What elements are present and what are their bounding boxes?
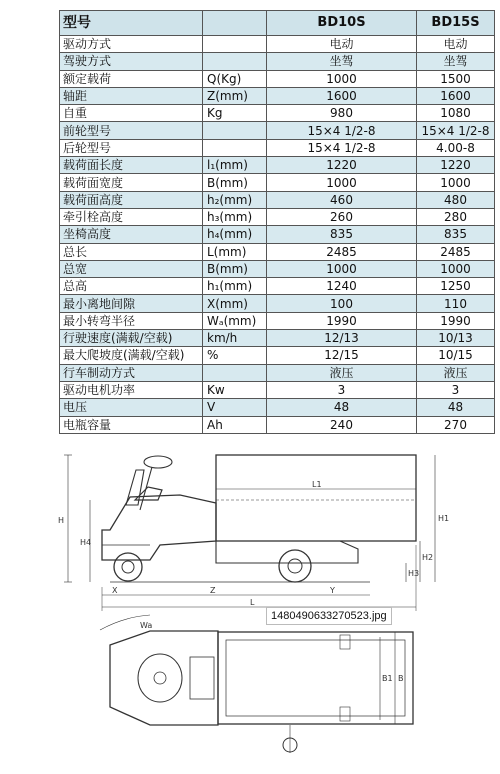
table-row xyxy=(60,312,495,329)
spec-param: 电瓶容量 xyxy=(60,416,203,433)
spec-value-bd15s: 1990 xyxy=(417,312,495,329)
spec-value-bd10s: 1000 xyxy=(267,260,417,277)
spec-value-bd15s: 1000 xyxy=(417,174,495,191)
spec-unit: h₂(mm) xyxy=(203,191,267,208)
table-row xyxy=(60,122,495,139)
label-h: H xyxy=(58,516,65,525)
spec-value-bd10s: 3 xyxy=(267,381,417,398)
spec-param: 最大爬坡度(满载/空载) xyxy=(60,347,203,364)
label-x: X xyxy=(112,586,118,595)
table-row xyxy=(60,174,495,191)
spec-value-bd10s: 2485 xyxy=(267,243,417,260)
label-h3: H3 xyxy=(408,569,420,578)
table-row xyxy=(60,243,495,260)
cargo-box xyxy=(216,455,416,541)
spec-value-bd15s: 10/15 xyxy=(417,347,495,364)
spec-param: 行驶速度(满载/空载) xyxy=(60,330,203,347)
spec-value-bd15s: 2485 xyxy=(417,243,495,260)
label-h1: H1 xyxy=(438,514,450,523)
spec-value-bd15s: 液压 xyxy=(417,364,495,381)
label-h4: H4 xyxy=(80,538,92,547)
spec-value-bd10s: 15×4 1/2-8 xyxy=(267,122,417,139)
spec-unit: Kw xyxy=(203,381,267,398)
label-h2: H2 xyxy=(422,553,434,562)
spec-param: 电压 xyxy=(60,399,203,416)
spec-param: 载荷面长度 xyxy=(60,157,203,174)
spec-unit: Z(mm) xyxy=(203,87,267,104)
spec-unit: km/h xyxy=(203,330,267,347)
spec-value-bd15s: 480 xyxy=(417,191,495,208)
spec-value-bd15s: 电动 xyxy=(417,36,495,53)
spec-value-bd10s: 100 xyxy=(267,295,417,312)
spec-value-bd15s: 1500 xyxy=(417,70,495,87)
table-row xyxy=(60,226,495,243)
spec-param: 坐椅高度 xyxy=(60,226,203,243)
label-wa: Wa xyxy=(140,621,153,630)
table-row xyxy=(60,399,495,416)
spec-value-bd10s: 260 xyxy=(267,208,417,225)
spec-value-bd15s: 270 xyxy=(417,416,495,433)
spec-value-bd10s: 1240 xyxy=(267,278,417,295)
spec-value-bd15s: 1600 xyxy=(417,87,495,104)
spec-value-bd15s: 280 xyxy=(417,208,495,225)
spec-value-bd15s: 坐驾 xyxy=(417,53,495,70)
spec-value-bd10s: 1000 xyxy=(267,70,417,87)
spec-value-bd10s: 835 xyxy=(267,226,417,243)
spec-value-bd15s: 835 xyxy=(417,226,495,243)
spec-value-bd15s: 110 xyxy=(417,295,495,312)
spec-value-bd15s: 1080 xyxy=(417,105,495,122)
spec-value-bd15s: 10/13 xyxy=(417,330,495,347)
spec-unit xyxy=(203,139,267,156)
spec-param: 最小离地间隙 xyxy=(60,295,203,312)
top-view-front xyxy=(110,631,218,725)
spec-param: 自重 xyxy=(60,105,203,122)
spec-table xyxy=(59,10,495,434)
spec-value-bd10s: 460 xyxy=(267,191,417,208)
spec-param: 驱动方式 xyxy=(60,36,203,53)
spec-unit: h₃(mm) xyxy=(203,208,267,225)
spec-value-bd10s: 电动 xyxy=(267,36,417,53)
label-y: Y xyxy=(330,586,335,595)
spec-unit: L(mm) xyxy=(203,243,267,260)
spec-value-bd10s: 1990 xyxy=(267,312,417,329)
header-bd15s: BD15S xyxy=(417,11,495,36)
dimension-labels xyxy=(58,480,449,683)
spec-param: 前轮型号 xyxy=(60,122,203,139)
table-row xyxy=(60,295,495,312)
table-row xyxy=(60,381,495,398)
spec-param: 后轮型号 xyxy=(60,139,203,156)
spec-value-bd10s: 1600 xyxy=(267,87,417,104)
spec-param: 轴距 xyxy=(60,87,203,104)
spec-unit: Q(Kg) xyxy=(203,70,267,87)
spec-unit: h₄(mm) xyxy=(203,226,267,243)
table-header-row xyxy=(60,11,495,36)
image-filename-tooltip: 1480490633270523.jpg xyxy=(266,607,392,625)
vehicle-body xyxy=(102,495,216,560)
table-row xyxy=(60,364,495,381)
spec-unit xyxy=(203,122,267,139)
spec-unit: B(mm) xyxy=(203,260,267,277)
spec-value-bd15s: 3 xyxy=(417,381,495,398)
spec-value-bd10s: 12/13 xyxy=(267,330,417,347)
table-row xyxy=(60,260,495,277)
table-row xyxy=(60,139,495,156)
spec-value-bd10s: 12/15 xyxy=(267,347,417,364)
header-model-label: 型号 xyxy=(60,11,203,36)
spec-param: 载荷面宽度 xyxy=(60,174,203,191)
front-wheel xyxy=(114,553,142,581)
header-unit xyxy=(203,11,267,36)
spec-value-bd10s: 1000 xyxy=(267,174,417,191)
spec-value-bd10s: 1220 xyxy=(267,157,417,174)
label-l: L xyxy=(250,598,255,607)
spec-unit: Kg xyxy=(203,105,267,122)
spec-unit: Ah xyxy=(203,416,267,433)
spec-unit: V xyxy=(203,399,267,416)
table-row xyxy=(60,157,495,174)
spec-value-bd10s: 液压 xyxy=(267,364,417,381)
spec-value-bd15s: 1220 xyxy=(417,157,495,174)
spec-unit xyxy=(203,36,267,53)
spec-param: 行车制动方式 xyxy=(60,364,203,381)
label-b: B xyxy=(398,674,404,683)
spec-param: 总长 xyxy=(60,243,203,260)
header-bd10s: BD10S xyxy=(267,11,417,36)
spec-value-bd10s: 48 xyxy=(267,399,417,416)
spec-unit xyxy=(203,53,267,70)
spec-value-bd10s: 240 xyxy=(267,416,417,433)
table-row xyxy=(60,70,495,87)
spec-unit: % xyxy=(203,347,267,364)
spec-param: 驾驶方式 xyxy=(60,53,203,70)
table-row xyxy=(60,53,495,70)
steering-wheel xyxy=(144,456,172,468)
spec-param: 驱动电机功率 xyxy=(60,381,203,398)
spec-param: 牵引栓高度 xyxy=(60,208,203,225)
spec-unit: Wₐ(mm) xyxy=(203,312,267,329)
spec-value-bd10s: 15×4 1/2-8 xyxy=(267,139,417,156)
spec-param: 额定载荷 xyxy=(60,70,203,87)
spec-param: 总高 xyxy=(60,278,203,295)
rear-wheel xyxy=(279,550,311,582)
spec-param: 最小转弯半径 xyxy=(60,312,203,329)
table-row xyxy=(60,105,495,122)
table-row xyxy=(60,208,495,225)
table-row xyxy=(60,87,495,104)
spec-unit: B(mm) xyxy=(203,174,267,191)
spec-value-bd15s: 1250 xyxy=(417,278,495,295)
spec-value-bd15s: 48 xyxy=(417,399,495,416)
table-row xyxy=(60,347,495,364)
table-row xyxy=(60,416,495,433)
spec-unit: h₁(mm) xyxy=(203,278,267,295)
spec-value-bd15s: 15×4 1/2-8 xyxy=(417,122,495,139)
spec-param: 总宽 xyxy=(60,260,203,277)
table-row xyxy=(60,36,495,53)
spec-unit xyxy=(203,364,267,381)
spec-unit: X(mm) xyxy=(203,295,267,312)
table-row xyxy=(60,278,495,295)
label-l1: L1 xyxy=(312,480,322,489)
table-row xyxy=(60,191,495,208)
spec-unit: l₁(mm) xyxy=(203,157,267,174)
table-row xyxy=(60,330,495,347)
label-b1: B1 xyxy=(382,674,393,683)
spec-value-bd15s: 4.00-8 xyxy=(417,139,495,156)
spec-value-bd10s: 980 xyxy=(267,105,417,122)
spec-param: 载荷面高度 xyxy=(60,191,203,208)
spec-value-bd10s: 坐驾 xyxy=(267,53,417,70)
label-z: Z xyxy=(210,586,216,595)
spec-value-bd15s: 1000 xyxy=(417,260,495,277)
